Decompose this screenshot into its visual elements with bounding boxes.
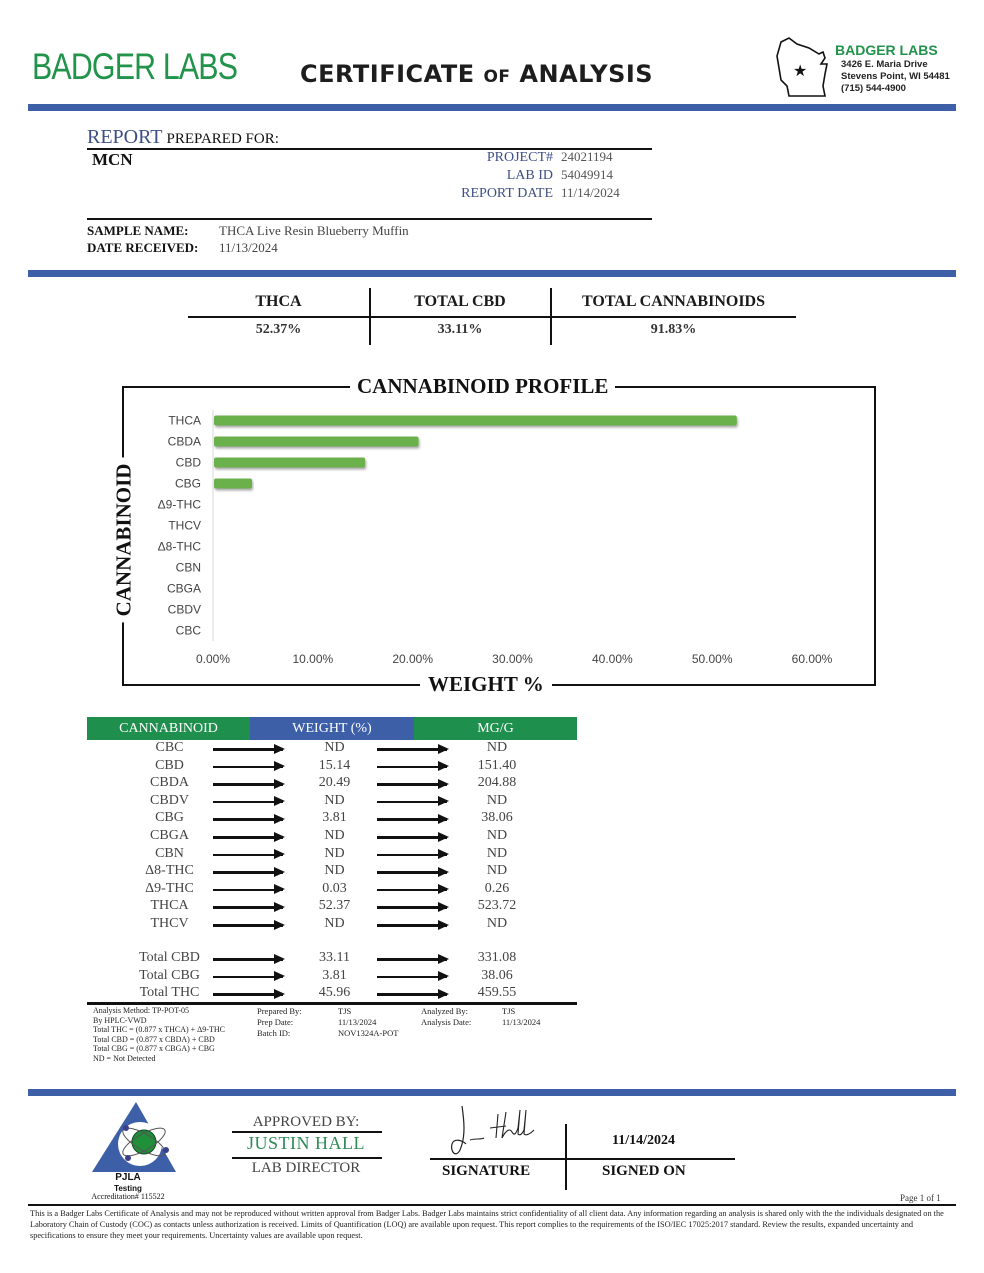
y-tick-label: CBG [174, 476, 201, 491]
mgg-value: 0.26 [484, 880, 510, 896]
chart-frame [122, 386, 876, 686]
cannabinoid-name: CBN [155, 845, 184, 861]
footer-divider [28, 1089, 956, 1096]
approved-by-label: APPROVED BY: [252, 1114, 360, 1130]
arrow-icon [377, 801, 447, 804]
arrow-icon [377, 993, 447, 996]
arrow-icon [377, 748, 447, 751]
table-row [87, 950, 577, 968]
wisconsin-map-icon [775, 34, 837, 100]
table-row [87, 828, 577, 846]
y-tick-label: Δ9-THC [157, 497, 201, 512]
approver-title: LAB DIRECTOR [251, 1160, 361, 1176]
mgg-value: 151.40 [477, 757, 517, 773]
y-tick-label: CBDA [167, 434, 201, 449]
cannabinoid-name: CBD [155, 757, 184, 773]
chart-x-axis-label: WEIGHT % [420, 672, 552, 697]
weight-value: 15.14 [318, 757, 351, 773]
arrow-icon [377, 976, 447, 979]
column-divider [565, 1124, 567, 1190]
cannabinoid-name: THCV [150, 916, 189, 931]
x-tick-label: 30.00% [492, 652, 533, 666]
arrow-icon [377, 836, 447, 839]
note-line: ND = Not Detected [93, 1053, 156, 1063]
table-row [87, 881, 577, 899]
arrow-icon [213, 924, 283, 927]
divider [87, 1002, 577, 1005]
weight-value: ND [324, 916, 345, 931]
cannabinoid-name: CBGA [150, 828, 189, 843]
y-tick-label: THCV [168, 518, 201, 533]
report-meta [418, 149, 620, 202]
arrow-icon [377, 924, 447, 927]
y-tick-label: THCA [168, 413, 201, 428]
table-row [87, 793, 577, 811]
meta-project [418, 149, 620, 166]
mgg-value: ND [486, 792, 508, 808]
arrow-icon [213, 976, 283, 979]
x-tick-label: 40.00% [591, 652, 633, 666]
arrow-icon [213, 958, 283, 961]
header-divider [28, 104, 956, 111]
table-row [87, 775, 577, 793]
title-part: OF [483, 67, 511, 87]
meta-value: 24021194 [561, 149, 613, 164]
note-line: By HPLC-VWD [93, 1015, 147, 1025]
results-header-cannabinoid: CANNABINOID [87, 717, 250, 740]
sample-name-label: SAMPLE NAME: [87, 223, 189, 238]
meta-value: 11/14/2024 [561, 185, 620, 200]
arrow-icon [377, 854, 447, 857]
table-row [87, 810, 577, 828]
arrow-icon [377, 871, 447, 874]
arrow-icon [213, 783, 283, 786]
cannabinoid-name: CBDV [150, 792, 189, 808]
mgg-value: ND [486, 740, 508, 755]
meta-lab-id [418, 167, 620, 184]
arrow-icon [213, 993, 283, 996]
weight-value: ND [324, 792, 345, 808]
mgg-value: ND [486, 863, 508, 879]
mgg-value: 459.55 [477, 985, 517, 1001]
cannabinoid-name: THCA [150, 898, 189, 914]
title-part: CERTIFICATE [300, 60, 475, 88]
mgg-value: 523.72 [477, 898, 517, 914]
table-row [87, 898, 577, 916]
signature-label: SIGNATURE [442, 1163, 531, 1179]
weight-value: ND [324, 845, 345, 861]
sample-name-value: THCA Live Resin Blueberry Muffin [219, 223, 409, 238]
date-received-row [87, 239, 278, 257]
divider [87, 218, 652, 220]
prepared-by-value: TJS [338, 1006, 352, 1016]
document-title [300, 60, 653, 88]
x-tick-label: 0.00% [195, 652, 231, 666]
weight-value: ND [324, 828, 345, 843]
cannabinoid-name: Total CBG [139, 967, 200, 983]
pjla-name: PJLA [115, 1172, 141, 1183]
weight-value: 20.49 [318, 775, 351, 791]
summary-header-total-cannabinoids: TOTAL CANNABINOIDS [581, 293, 765, 310]
pjla-accreditation-logo [88, 1100, 178, 1175]
arrow-icon [213, 854, 283, 857]
meta-label: PROJECT# [486, 150, 553, 165]
star-icon: ★ [793, 63, 808, 80]
results-header-weight: WEIGHT (%) [250, 717, 414, 740]
date-received-label: DATE RECEIVED: [87, 240, 199, 255]
note-line: Total CBD = (0.877 x CBDA) + CBD [93, 1034, 215, 1044]
lab-name: BADGER LABS [835, 42, 938, 58]
results-header-mgg: MG/G [414, 717, 577, 740]
summary-header-thca: THCA [255, 293, 302, 310]
analysis-values [502, 1006, 540, 1028]
y-tick-label: Δ8-THC [157, 539, 201, 554]
table-row [87, 846, 577, 864]
mgg-value: 204.88 [477, 775, 517, 791]
y-tick-label: CBN [175, 560, 201, 575]
divider [430, 1158, 735, 1160]
analyzed-by-value: TJS [502, 1006, 516, 1016]
table-row [87, 740, 577, 758]
analyzed-by-label: Analyzed By: [421, 1006, 468, 1016]
meta-label: LAB ID [506, 168, 553, 183]
cannabinoid-name: Δ9-THC [145, 880, 194, 896]
signature-image [440, 1100, 550, 1160]
note-line: Total THC = (0.877 x THCA) + Δ9-THC [93, 1025, 225, 1035]
approver-name: JUSTIN HALL [247, 1133, 365, 1153]
brand-name: BADGER LABS [32, 46, 238, 87]
weight-value: ND [324, 740, 345, 755]
arrow-icon [377, 906, 447, 909]
y-tick-label: CBC [175, 623, 201, 638]
x-tick-label: 10.00% [292, 652, 334, 666]
prepared-by-label: Prepared By: [257, 1006, 302, 1016]
lab-city: Stevens Point, WI 54481 [841, 71, 950, 82]
weight-value: 33.11 [319, 950, 350, 965]
meta-label: REPORT DATE [461, 186, 553, 201]
section-divider [28, 270, 956, 277]
x-tick-label: 50.00% [691, 652, 733, 666]
x-tick-label: 60.00% [791, 652, 833, 666]
summary-value-total-cbd: 33.11% [437, 322, 483, 337]
arrow-icon [213, 748, 283, 751]
disclaimer-text: This is a Badger Labs Certificate of Analysis and may not be reproduced without written approval from Badger Labs. Badger Labs maintains strict confidentiality of all client data. Any information regarding an analysis is shared only with the the individuals designated on the Laboratory Chain of Custody (COC) as contacts unless authorization is received. Limits of Quantification (LOQ) are available upon request. This report complies to the requirements of the ISO/IEC 17025:2017 standard. Review the results, expanded uncertainty and specifications to ensure they meet your requirements. Uncertainty values are available upon request. [30, 1209, 944, 1240]
divider [188, 316, 796, 318]
signed-on-label: SIGNED ON [602, 1163, 686, 1179]
prep-labels [257, 1006, 302, 1039]
chart-title: CANNABINOID PROFILE [350, 374, 615, 399]
date-received-value: 11/13/2024 [219, 240, 278, 255]
arrow-icon [213, 766, 283, 769]
report-heading-big: REPORT [87, 126, 163, 148]
arrow-icon [377, 766, 447, 769]
analysis-date-label: Analysis Date: [421, 1017, 472, 1027]
cannabinoid-name: Total CBD [139, 950, 200, 965]
arrow-icon [213, 818, 283, 821]
brand-logo [28, 42, 258, 92]
signed-on-date: 11/14/2024 [612, 1133, 676, 1148]
summary-value-thca: 52.37% [255, 322, 302, 337]
weight-value: 3.81 [322, 967, 347, 983]
y-tick-label: CBD [175, 455, 201, 470]
chart-y-axis-label: CANNABINOID [112, 458, 137, 623]
weight-value: 3.81 [322, 810, 347, 826]
analysis-date-value: 11/13/2024 [502, 1017, 541, 1027]
summary-value-total-cannabinoids: 91.83% [650, 322, 697, 337]
table-row [87, 968, 577, 986]
accreditation-number: Accreditation# 115522 [91, 1192, 165, 1201]
weight-value: 45.96 [318, 985, 351, 1001]
meta-report-date [418, 185, 620, 202]
table-row [87, 985, 577, 1003]
mgg-value: 331.08 [477, 950, 517, 965]
mgg-value: ND [486, 828, 508, 843]
title-part: ANALYSIS [519, 60, 654, 88]
mgg-value: 38.06 [481, 967, 513, 983]
mgg-value: ND [486, 845, 508, 861]
cannabinoid-name: Total THC [139, 985, 200, 1001]
report-heading-small: PREPARED FOR: [166, 131, 279, 147]
cannabinoid-name: Δ8-THC [145, 863, 194, 879]
meta-value: 54049914 [561, 167, 613, 182]
table-row [87, 758, 577, 776]
divider [28, 1204, 956, 1206]
note-line: Analysis Method: TP-POT-05 [93, 1006, 190, 1015]
note-line: Total CBG = (0.877 x CBGA) + CBG [93, 1044, 215, 1054]
lab-phone: (715) 544-4900 [841, 83, 906, 94]
analysis-notes [93, 1006, 225, 1064]
column-divider [550, 288, 552, 345]
y-tick-label: CBGA [166, 581, 201, 596]
arrow-icon [213, 801, 283, 804]
mgg-value: 38.06 [481, 810, 513, 826]
column-divider [369, 288, 371, 345]
x-tick-label: 20.00% [392, 652, 434, 666]
page-number: Page 1 of 1 [900, 1193, 941, 1203]
pjla-subtitle: Testing [114, 1184, 142, 1193]
cannabinoid-name: CBC [155, 740, 184, 755]
arrow-icon [213, 889, 283, 892]
lab-address-block [775, 34, 975, 100]
sample-name-row [87, 222, 409, 240]
weight-value: ND [324, 863, 345, 879]
arrow-icon [377, 783, 447, 786]
analysis-labels [421, 1006, 471, 1028]
arrow-icon [213, 871, 283, 874]
arrow-icon [213, 906, 283, 909]
summary-header-total-cbd: TOTAL CBD [414, 293, 506, 310]
weight-value: 0.03 [322, 880, 347, 896]
prep-date-label: Prep Date: [257, 1017, 294, 1027]
arrow-icon [377, 889, 447, 892]
weight-value: 52.37 [318, 898, 351, 914]
table-row [87, 916, 577, 934]
report-heading [87, 126, 279, 149]
arrow-icon [377, 958, 447, 961]
prep-values [338, 1006, 398, 1039]
batch-id-value: NOV1324A-POT [338, 1028, 399, 1038]
lab-street: 3426 E. Maria Drive [841, 59, 928, 70]
client-name: MCN [92, 150, 133, 169]
table-row [87, 863, 577, 881]
mgg-value: ND [486, 916, 508, 931]
arrow-icon [377, 818, 447, 821]
y-tick-label: CBDV [167, 602, 201, 617]
batch-id-label: Batch ID: [257, 1028, 291, 1038]
divider [232, 1157, 382, 1159]
prep-date-value: 11/13/2024 [338, 1017, 377, 1027]
arrow-icon [213, 836, 283, 839]
cannabinoid-name: CBDA [150, 775, 189, 791]
cannabinoid-name: CBG [155, 810, 184, 826]
